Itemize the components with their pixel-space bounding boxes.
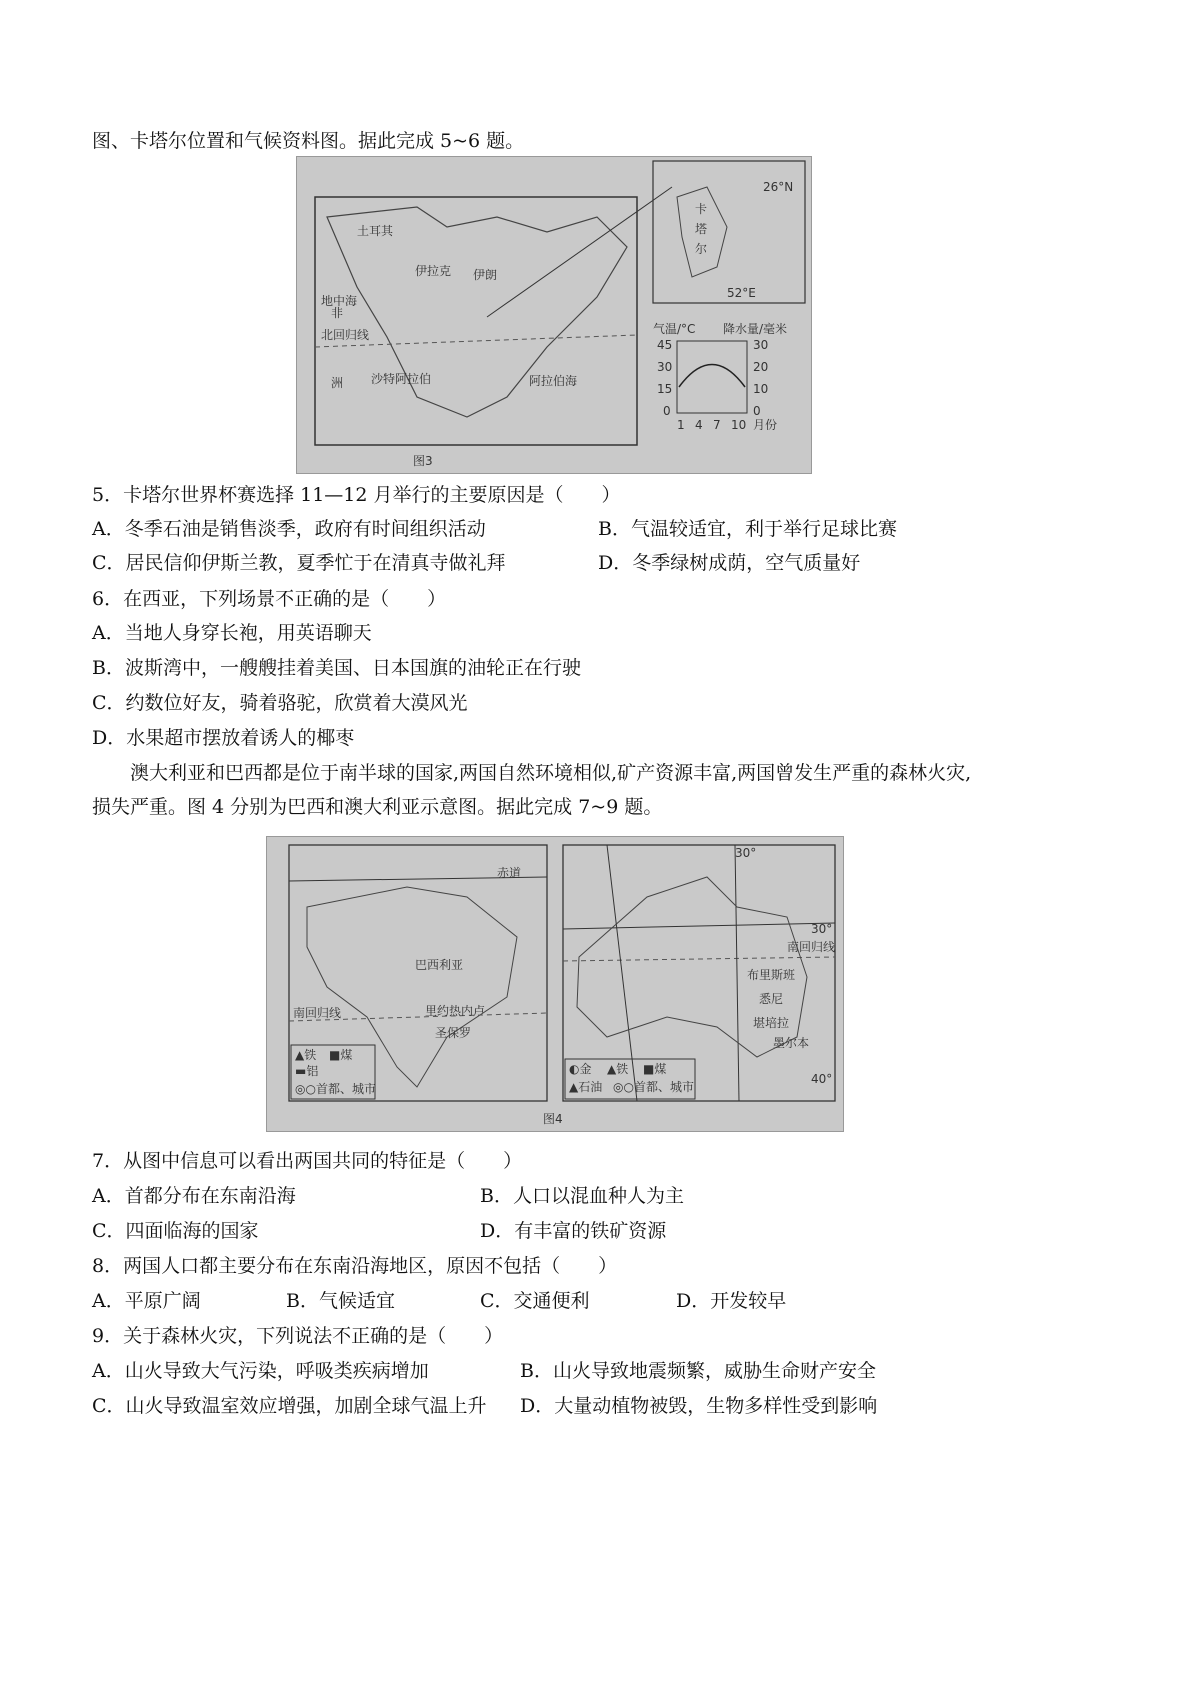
climate-temp-label: 气温/°C [653,322,696,336]
inset-label-er: 尔 [695,242,708,256]
q5-stem: 5．卡塔尔世界杯赛选择 11—12 月举行的主要原因是（ ） [92,484,621,506]
inset-lat: 26°N [763,180,794,194]
brazil-legend-alu: ▬铝 [295,1064,319,1078]
temp-tick-0: 0 [663,404,671,418]
q9-option-b: B．山火导致地震频繁，威胁生命财产安全 [520,1360,876,1382]
month-tick-4: 4 [695,418,703,432]
label-turkey: 土耳其 [357,224,394,238]
label-tropic-cancer: 北回归线 [321,328,370,342]
label-africa-part2: 非 [331,306,344,320]
month-axis-label: 月份 [753,418,778,432]
q7-option-a: A．首都分布在东南沿海 [92,1185,296,1207]
temp-tick-15: 15 [657,382,673,396]
month-tick-10: 10 [731,418,747,432]
q5-option-c: C．居民信仰伊斯兰教，夏季忙于在清真寺做礼拜 [92,552,506,574]
q7-option-c: C．四面临海的国家 [92,1220,259,1242]
q8-option-b: B．气候适宜 [286,1290,395,1312]
aus-140: 30° [735,846,757,860]
q7-option-d: D．有丰富的铁矿资源 [480,1220,667,1242]
label-africa-part: 洲 [331,376,344,390]
q9-option-c: C．山火导致温室效应增强，加剧全球气温上升 [92,1395,487,1417]
q5-option-d: D．冬季绿树成荫，空气质量好 [598,552,861,574]
q9-stem: 9．关于森林火灾，下列说法不正确的是（ ） [92,1325,504,1347]
figure-4-map [266,836,844,1132]
q9-option-a: A．山火导致大气污染，呼吸类疾病增加 [92,1360,429,1382]
q9-option-d: D．大量动植物被毁，生物多样性受到影响 [520,1395,878,1417]
inset-label-ta: 塔 [695,222,708,236]
aus-legend-oil: ▲石油 [569,1080,603,1094]
aus-legend-gold: ◐金 [569,1062,592,1076]
precip-tick-10: 10 [753,382,769,396]
q6-option-a: A．当地人身穿长袍，用英语聊天 [92,622,372,644]
q5-option-b: B．气温较适宜，利于举行足球比赛 [598,518,897,540]
label-arabian-sea: 阿拉伯海 [529,374,578,388]
figure-3-map [296,156,812,474]
q6-option-c: C．约数位好友，骑着骆驼，欣赏着大漠风光 [92,692,468,714]
brazil-equator: 赤道 [497,866,522,880]
q6-option-b: B．波斯湾中，一艘艘挂着美国、日本国旗的油轮正在行驶 [92,657,581,679]
brazil-legend-coal: ■煤 [329,1048,353,1062]
q8-stem: 8．两国人口都主要分布在东南沿海地区，原因不包括（ ） [92,1255,618,1277]
aus-30: 30° [811,922,833,936]
inset-lon: 52°E [727,286,756,300]
q6-stem: 6．在西亚，下列场景不正确的是（ ） [92,588,447,610]
intro-text-7-9-line1: 澳大利亚和巴西都是位于南半球的国家,两国自然环境相似,矿产资源丰富,两国曾发生严重的森林火灾, [130,762,972,784]
aus-legend-city: ◎○首都、城市 [613,1080,694,1094]
brazil-brasilia: 巴西利亚 [415,958,464,972]
brazil-saopaulo: 圣保罗 [435,1026,472,1040]
precip-tick-30: 30 [753,338,769,352]
aus-canberra: 堪培拉 [753,1016,790,1030]
label-iran: 伊朗 [473,268,498,282]
label-mediterranean: 地中海 [321,294,358,308]
intro-text-7-9-line2: 损失严重。图 4 分别为巴西和澳大利亚示意图。据此完成 7~9 题。 [92,796,663,818]
q8-option-a: A．平原广阔 [92,1290,201,1312]
q7-option-b: B．人口以混血种人为主 [480,1185,684,1207]
brazil-legend-city: ◎○首都、城市 [295,1082,376,1096]
intro-text-5-6: 图、卡塔尔位置和气候资料图。据此完成 5~6 题。 [92,130,525,152]
temp-tick-30: 30 [657,360,673,374]
brazil-tropic: 南回归线 [293,1006,342,1020]
figure-3-label: 图3 [413,454,433,468]
inset-label-ka: 卡 [695,202,708,216]
label-iraq: 伊拉克 [415,264,452,278]
precip-tick-20: 20 [753,360,769,374]
brazil-rio: 里约热内卢 [425,1004,486,1018]
aus-tropic: 南回归线 [787,940,836,954]
aus-sydney: 悉尼 [759,992,784,1006]
aus-melbourne: 墨尔本 [773,1036,810,1050]
month-tick-7: 7 [713,418,721,432]
aus-40: 40° [811,1072,833,1086]
month-tick-1: 1 [677,418,685,432]
aus-brisbane: 布里斯班 [747,968,796,982]
temp-tick-45: 45 [657,338,673,352]
q8-option-d: D．开发较早 [676,1290,787,1312]
aus-legend-coal: ■煤 [643,1062,667,1076]
q7-stem: 7．从图中信息可以看出两国共同的特征是（ ） [92,1150,523,1172]
aus-legend-iron: ▲铁 [607,1062,629,1076]
q5-option-a: A．冬季石油是销售淡季，政府有时间组织活动 [92,518,486,540]
q8-option-c: C．交通便利 [480,1290,590,1312]
brazil-legend-iron: ▲铁 [295,1048,317,1062]
label-saudi: 沙特阿拉伯 [371,372,432,386]
figure-4-label: 图4 [543,1112,563,1126]
q6-option-d: D．水果超市摆放着诱人的椰枣 [92,727,355,749]
climate-precip-label: 降水量/毫米 [723,322,788,336]
precip-tick-0: 0 [753,404,761,418]
